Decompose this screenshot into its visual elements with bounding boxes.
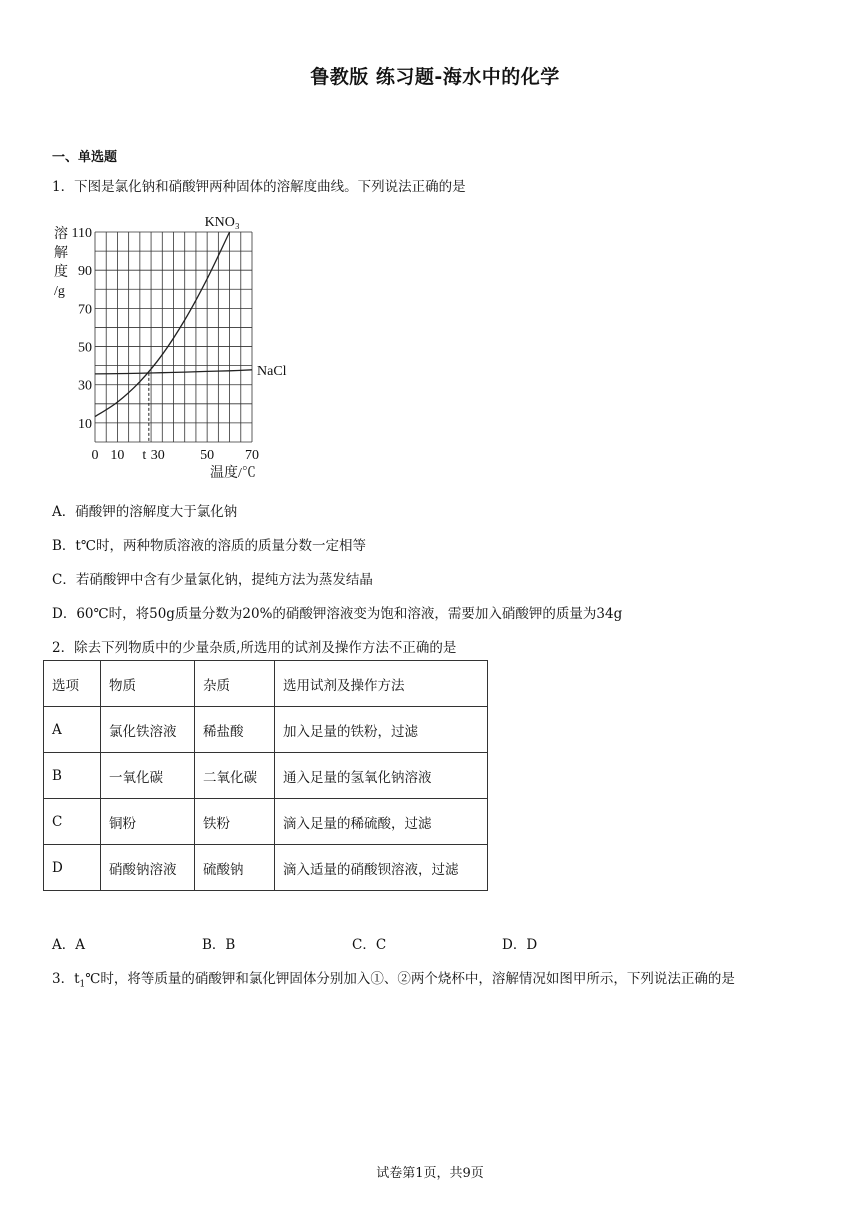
q1-option-c: C．若硝酸钾中含有少量氯化钠，提纯方法为蒸发结晶 (52, 572, 373, 588)
q1-option-b: B．t℃时，两种物质溶液的溶质的质量分数一定相等 (52, 538, 366, 554)
table-cell: 稀盐酸 (195, 707, 275, 753)
table-cell: 滴入适量的硝酸钡溶液，过滤 (275, 845, 488, 891)
q3-stem-subscript: 1 (79, 979, 86, 990)
series-label-kno3: KNO₃ (204, 215, 240, 230)
q2-option-a: A．A (52, 937, 85, 953)
table-cell: 加入足量的铁粉，过滤 (275, 707, 488, 753)
table-cell: 铜粉 (101, 799, 195, 845)
series-label-nacl: NaCl (257, 363, 287, 379)
y-axis-label-char: 溶 (54, 227, 68, 242)
x-axis-label: 温度/℃ (210, 466, 256, 480)
solubility-chart (50, 210, 300, 480)
x-tick-label: t (142, 448, 147, 463)
table-cell: B (44, 753, 101, 799)
table-cell: 氯化铁溶液 (101, 707, 195, 753)
x-tick-label: 50 (200, 448, 215, 463)
table-cell: A (44, 707, 101, 753)
table-cell: 通入足量的氢氧化钠溶液 (275, 753, 488, 799)
x-tick-label: 70 (245, 448, 259, 463)
q1-option-a: A．硝酸钾的溶解度大于氯化钠 (52, 504, 238, 520)
table-header-row (44, 661, 488, 707)
table-cell: 一氧化碳 (101, 753, 195, 799)
question-1-stem: 1．下图是氯化钠和硝酸钾两种固体的溶解度曲线。下列说法正确的是 (52, 179, 466, 195)
table-row (44, 845, 488, 891)
q3-stem-text: ℃时，将等质量的硝酸钾和氯化钾固体分别加入①、②两个烧杯中，溶解情况如图甲所示，下列说法正确的是 (85, 971, 735, 987)
header-cell: 选用试剂及操作方法 (275, 661, 488, 707)
table-cell: 铁粉 (195, 799, 275, 845)
section-heading: 一、单选题 (52, 150, 118, 165)
header-cell: 物质 (101, 661, 195, 707)
y-tick-label: 70 (78, 302, 92, 318)
page-title: 鲁教版 练习题-海水中的化学 (310, 66, 560, 88)
y-axis-label-char: /g (54, 284, 65, 299)
table-row (44, 799, 488, 845)
x-tick-label: 10 (110, 448, 125, 463)
table-cell: 二氧化碳 (195, 753, 275, 799)
header-cell: 选项 (44, 661, 101, 707)
q1-option-d: D．60℃时，将50g质量分数为20%的硝酸钾溶液变为饱和溶液，需要加入硝酸钾的质量为34g (52, 606, 623, 622)
q3-stem-prefix: 3．t (52, 971, 80, 987)
q2-table (43, 660, 488, 891)
q2-option-d: D．D (502, 937, 538, 953)
question-3-stem (52, 967, 735, 990)
table-row (44, 707, 488, 753)
y-axis-label-char: 度 (54, 265, 68, 280)
table-cell: D (44, 845, 101, 891)
table-cell: 滴入足量的稀硫酸，过滤 (275, 799, 488, 845)
x-tick-label: 0 (91, 448, 99, 463)
q2-option-b: B．B (202, 937, 236, 953)
table-cell: 硫酸钠 (195, 845, 275, 891)
table-cell: C (44, 799, 101, 845)
table-row (44, 753, 488, 799)
question-2-stem: 2．除去下列物质中的少量杂质,所选用的试剂及操作方法不正确的是 (52, 640, 457, 656)
y-tick-label: 110 (71, 226, 92, 241)
header-cell: 杂质 (195, 661, 275, 707)
y-tick-label: 50 (78, 340, 92, 356)
q2-option-c: C．C (352, 937, 387, 953)
y-axis-label-char: 解 (54, 246, 68, 261)
y-tick-label: 90 (78, 264, 92, 280)
table-cell: 硝酸钠溶液 (101, 845, 195, 891)
y-tick-label: 30 (78, 378, 92, 394)
x-tick-label: 30 (150, 448, 165, 463)
y-tick-label: 10 (78, 416, 92, 432)
page-footer: 试卷第1页，共9页 (376, 1166, 484, 1181)
